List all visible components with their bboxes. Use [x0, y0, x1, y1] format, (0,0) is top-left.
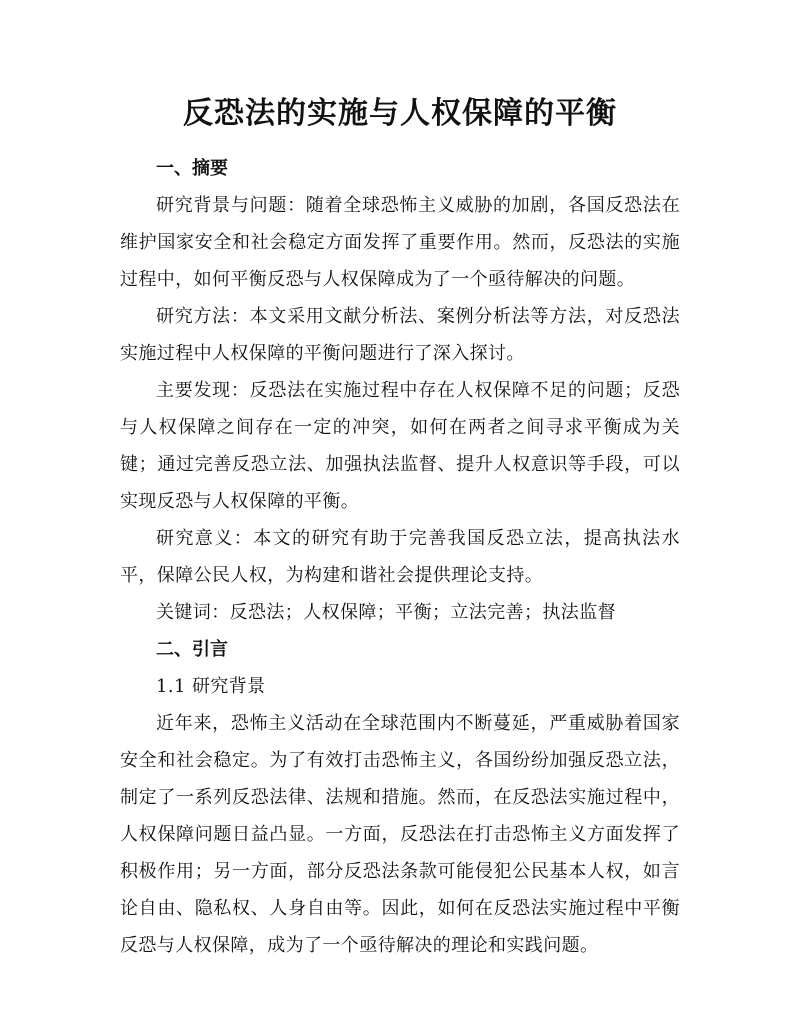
abstract-heading: 一、摘要 — [156, 158, 228, 179]
keywords-line: 关键词：反恐法；人权保障；平衡；立法完善；执法监督 — [156, 602, 616, 623]
document-title: 反恐法的实施与人权保障的平衡 — [183, 96, 617, 131]
research-background-paragraph: 近年来，恐怖主义活动在全球范围内不断蔓延，严重威胁着国家安全和社会稳定。为了有效打击恐怖主义，各国纷纷加强反恐立法，制定了一系列反恐法律、法规和措施。然而，在反恐法实施过程中，人权保障问题日益凸显。一方面，反恐法在打击恐怖主义方面发挥了积极作用；另一方面，部分反恐法条款可能侵犯公民基本人权，如言论自由、隐私权、人身自由等。因此，如何在反恐法实施过程中平衡反恐与人权保障，成为了一个亟待解决的理论和实践问题。 — [120, 713, 680, 956]
abstract-significance-paragraph: 研究意义：本文的研究有助于完善我国反恐立法，提高执法水平，保障公民人权，为构建和谐社会提供理论支持。 — [120, 528, 680, 586]
abstract-background-paragraph: 研究背景与问题：随着全球恐怖主义威胁的加剧，各国反恐法在维护国家安全和社会稳定方面发挥了重要作用。然而，反恐法的实施过程中，如何平衡反恐与人权保障成为了一个亟待解决的问题。 — [120, 195, 680, 290]
introduction-heading: 二、引言 — [156, 639, 228, 660]
abstract-method-paragraph: 研究方法：本文采用文献分析法、案例分析法等方法，对反恐法实施过程中人权保障的平衡问题进行了深入探讨。 — [120, 306, 680, 364]
section-1-1-heading: 1.1 研究背景 — [156, 676, 266, 697]
abstract-findings-paragraph: 主要发现：反恐法在实施过程中存在人权保障不足的问题；反恐与人权保障之间存在一定的冲突，如何在两者之间寻求平衡成为关键；通过完善反恐立法、加强执法监督、提升人权意识等手段，可以实现反恐与人权保障的平衡。 — [120, 380, 680, 512]
